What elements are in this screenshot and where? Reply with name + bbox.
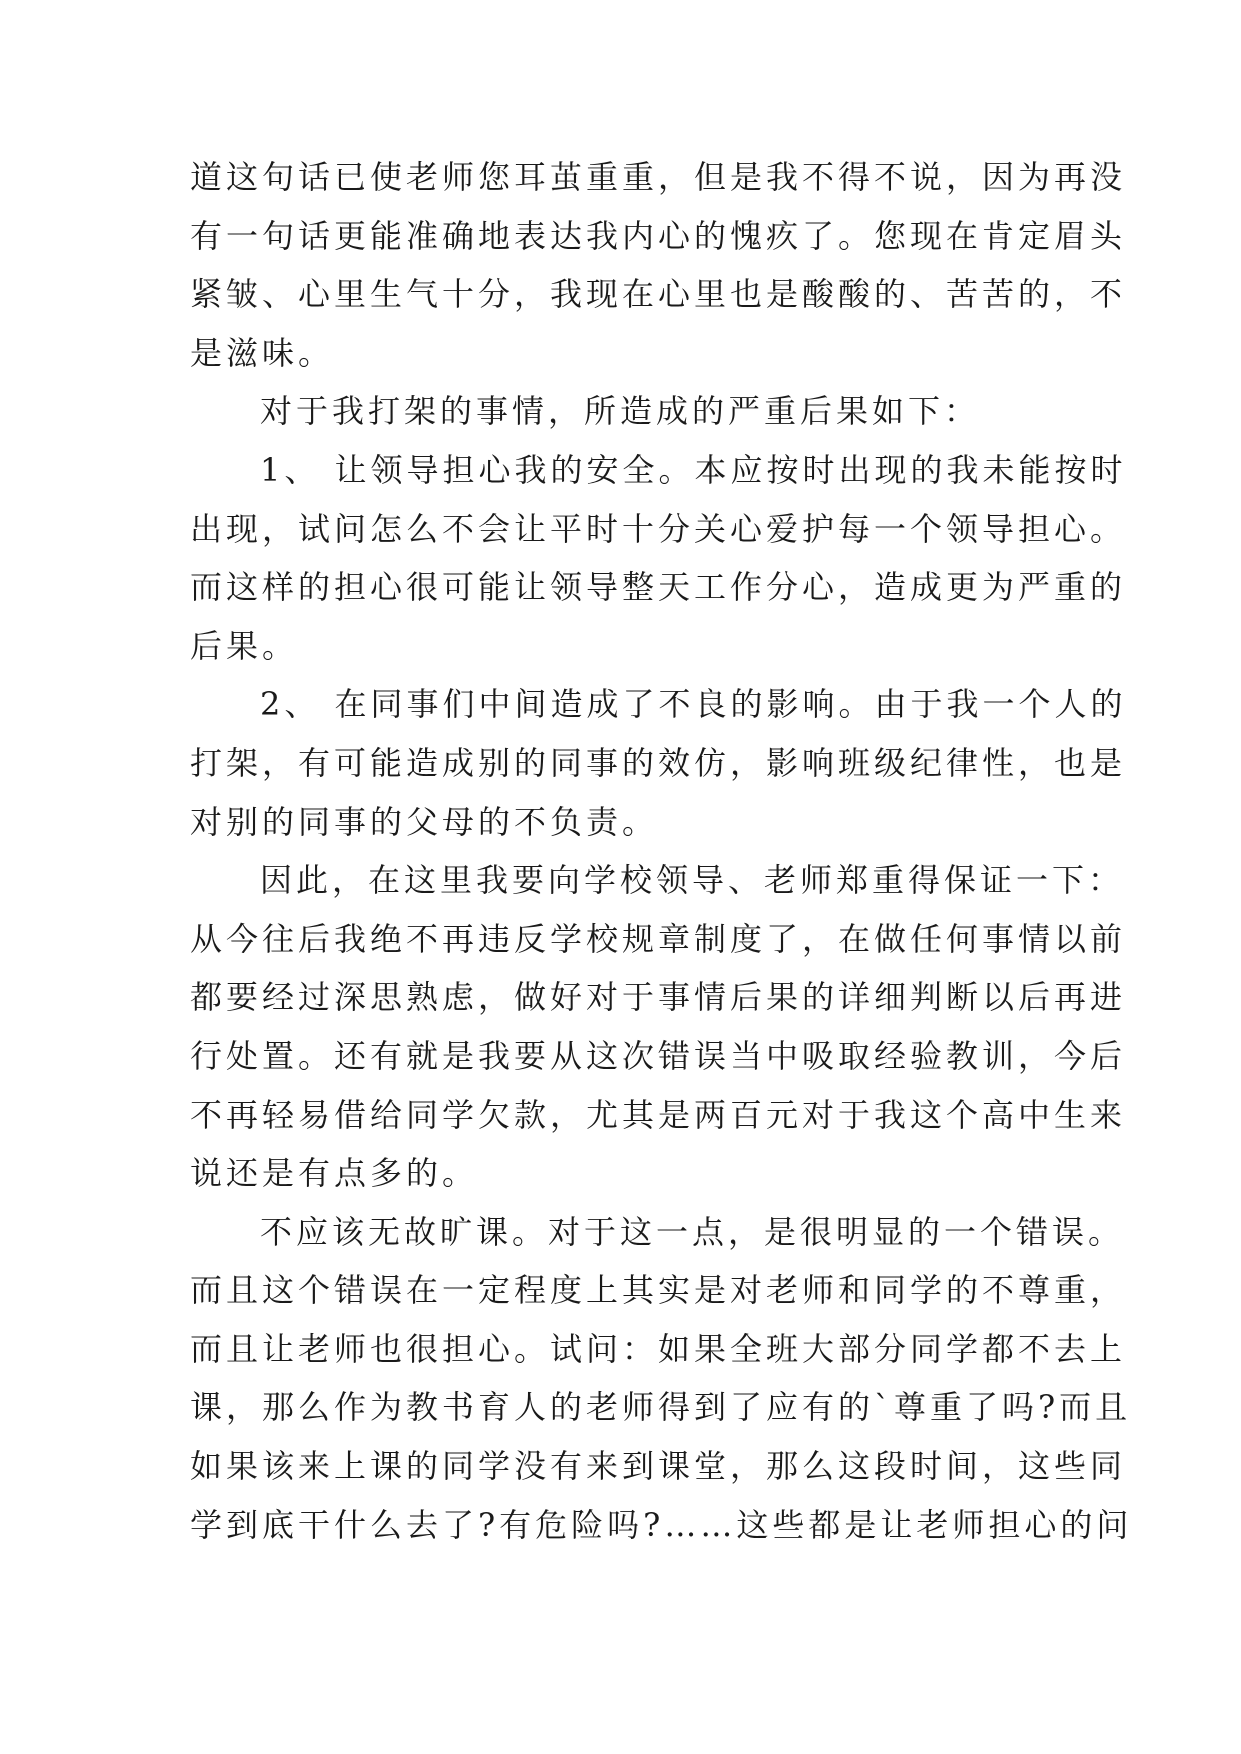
text-line: 对于我打架的事情，所造成的严重后果如下：: [260, 392, 981, 431]
document-body: [190, 148, 1133, 1554]
text-line: 如果该来上课的同学没有来到课堂，那么这段时间，这些同: [190, 1447, 1127, 1486]
text-line: 而且让老师也很担心。试问：如果全班大部分同学都不去上: [190, 1329, 1127, 1368]
text-line: 2、 在同事们中间造成了不良的影响。由于我一个人的: [260, 685, 1127, 724]
text-line: 出现，试问怎么不会让平时十分关心爱护每一个领导担心。: [190, 509, 1127, 548]
text-line: 学到底干什么去了?有危险吗?……这些都是让老师担心的问: [190, 1505, 1133, 1544]
text-line: 不再轻易借给同学欠款，尤其是两百元对于我这个高中生来: [190, 1095, 1127, 1134]
text-line: 而且这个错误在一定程度上其实是对老师和同学的不尊重，: [190, 1271, 1127, 1310]
text-line: 不应该无故旷课。对于这一点，是很明显的一个错误。: [260, 1212, 1125, 1251]
text-line: 有一句话更能准确地表达我内心的愧疚了。您现在肯定眉头: [190, 216, 1127, 255]
text-line: 后果。: [190, 626, 299, 665]
text-line: 道这句话已使老师您耳茧重重，但是我不得不说，因为再没: [190, 158, 1127, 196]
text-line: 都要经过深思熟虑，做好对于事情后果的详细判断以后再进: [190, 978, 1127, 1017]
text-line: 因此，在这里我要向学校领导、老师郑重得保证一下：: [260, 861, 1125, 900]
text-line: 紧皱、心里生气十分，我现在心里也是酸酸的、苦苦的，不: [190, 275, 1127, 314]
text-line: 从今往后我绝不再违反学校规章制度了，在做任何事情以前: [190, 919, 1127, 958]
text-line: 而这样的担心很可能让领导整天工作分心，造成更为严重的: [190, 568, 1127, 607]
text-line: 打架，有可能造成别的同事的效仿，影响班级纪律性，也是: [190, 743, 1127, 782]
text-line: 对别的同事的父母的不负责。: [190, 802, 659, 841]
text-line: 是滋味。: [190, 333, 335, 372]
text-line: 说还是有点多的。: [190, 1154, 479, 1193]
text-line: 课，那么作为教书育人的老师得到了应有的`尊重了吗?而且: [190, 1388, 1132, 1427]
text-line: 1、 让领导担心我的安全。本应按时出现的我未能按时: [260, 450, 1127, 489]
text-line: 行处置。还有就是我要从这次错误当中吸取经验教训，今后: [190, 1036, 1127, 1075]
